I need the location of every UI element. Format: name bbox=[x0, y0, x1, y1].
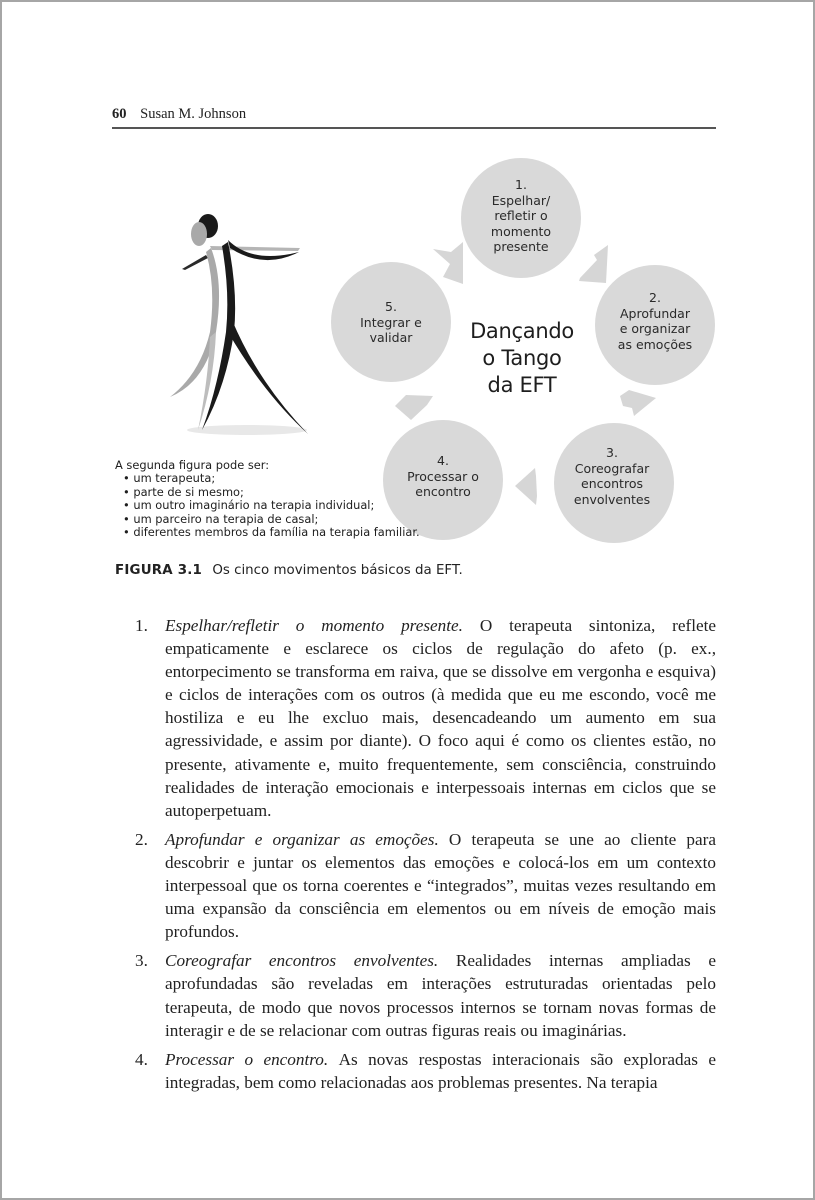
list-item-title: Aprofundar e organizar as emoções. bbox=[165, 829, 449, 849]
figure-caption bbox=[115, 563, 463, 578]
figure-note-item: • um outro imaginário na terapia individual; bbox=[123, 499, 420, 512]
dancer-shadow bbox=[187, 425, 307, 435]
figure-note bbox=[115, 459, 420, 539]
list-item-text: Realidades internas ampliadas e aprofundadas são reveladas em interações estruturadas orientadas pelo terapeuta, de modo que novos processos internos se tornam novas formas de interagir e de se relacionar com outras figuras reais ou imaginárias. bbox=[165, 951, 716, 1040]
list-item bbox=[135, 828, 716, 943]
list-item-title: Processar o encontro. bbox=[165, 1049, 339, 1069]
step-number: 4. bbox=[437, 453, 449, 468]
step-circle-2-label bbox=[595, 290, 715, 352]
figure-note-intro: A segunda figura pode ser: bbox=[115, 458, 270, 472]
list-item-text: O terapeuta sintoniza, reflete empaticamente e esclarece os ciclos de regulação do afeto (p. ex., entorpecimento se transforma em raiva, que se dissolve em vergonha e esquiva) e ciclos de interações com os outros (à medida que eu me escondo, você me hostiliza e eu lhe excluo mais, desencadeando um aumento em sua agressividade, e assim por diante). O foco aqui é como os clientes estão, no presente, ativamente e, muito frequentemente, sem consciência, construindo realidades de interação emocionais e interpessoais internas em ciclos que se autoperpetuam. bbox=[165, 616, 717, 820]
list-item-number: 3. bbox=[135, 951, 148, 971]
step-number: 3. bbox=[606, 445, 618, 460]
figure-center-title bbox=[452, 318, 592, 399]
list-item-number: 4. bbox=[135, 1049, 148, 1069]
step-text-line: Integrar e bbox=[360, 314, 422, 330]
step-text-line: Aprofundar bbox=[620, 305, 690, 321]
center-title-line: da EFT bbox=[487, 373, 557, 397]
step-number: 1. bbox=[515, 177, 527, 192]
step-circle-1-label bbox=[461, 177, 581, 255]
step-text-line: Processar o bbox=[407, 468, 479, 484]
step-number: 2. bbox=[649, 290, 661, 305]
figure-note-item: • um parceiro na terapia de casal; bbox=[123, 513, 420, 526]
center-title-line: o Tango bbox=[482, 346, 562, 370]
step-text-line: encontros bbox=[581, 476, 643, 491]
list-item-text: As novas respostas interacionais são exploradas e integradas, bem como relacionadas aos problemas presentes. Na terapia bbox=[165, 1049, 716, 1092]
step-text-line: e organizar bbox=[619, 321, 691, 336]
arrow-3-to-4-icon bbox=[515, 468, 537, 505]
step-number: 5. bbox=[385, 299, 397, 314]
step-circle-3-label bbox=[552, 445, 672, 507]
step-circle-5-label bbox=[331, 299, 451, 346]
arrow-1-to-2-icon bbox=[579, 245, 608, 283]
center-title-line: Dançando bbox=[470, 319, 574, 343]
list-item-text: O terapeuta se une ao cliente para descobrir e juntar os elementos das emoções e colocá-los em um contexto interpessoal que os torna coerentes e “integrados”, muitas vezes resultando em uma expansão da consciência em elementos ou em níveis de emoção mais profundos. bbox=[165, 829, 716, 942]
figure-caption-text: Os cinco movimentos básicos da EFT. bbox=[212, 563, 463, 578]
arrow-5-to-1-icon bbox=[433, 242, 463, 284]
list-item-number: 1. bbox=[135, 616, 148, 635]
list-item-title: Coreografar encontros envolventes. bbox=[165, 951, 456, 971]
list-item bbox=[135, 949, 716, 1041]
running-head-author: Susan M. Johnson bbox=[140, 106, 247, 122]
list-item bbox=[135, 614, 716, 822]
step-text-line: as emoções bbox=[617, 336, 693, 352]
list-item-title: Espelhar/refletir o momento presente. bbox=[165, 616, 480, 635]
arrow-2-to-3-icon bbox=[620, 390, 656, 416]
step-text-line: refletir o bbox=[494, 208, 548, 223]
figure-caption-label: FIGURA 3.1 bbox=[115, 563, 203, 578]
step-text-line: encontro bbox=[415, 484, 471, 499]
step-text-line: momento bbox=[490, 223, 552, 239]
step-text-line: Coreografar bbox=[574, 460, 650, 476]
step-text-line: presente bbox=[493, 239, 549, 254]
list-item bbox=[135, 1048, 716, 1094]
numbered-list bbox=[135, 614, 716, 1100]
figure-note-list bbox=[115, 472, 420, 539]
arrow-4-to-5-icon bbox=[395, 395, 433, 420]
dancer-icon bbox=[170, 214, 308, 434]
figure-note-item: • um terapeuta; bbox=[123, 472, 420, 485]
step-text-line: Espelhar/ bbox=[491, 192, 551, 208]
figure-note-item: • parte de si mesmo; bbox=[123, 486, 420, 499]
figure-note-item: • diferentes membros da família na terapia familiar. bbox=[123, 526, 420, 539]
step-text-line: envolventes bbox=[573, 491, 651, 507]
list-item-number: 2. bbox=[135, 829, 148, 849]
page-number: 60 bbox=[112, 106, 127, 122]
step-text-line: validar bbox=[369, 330, 413, 345]
